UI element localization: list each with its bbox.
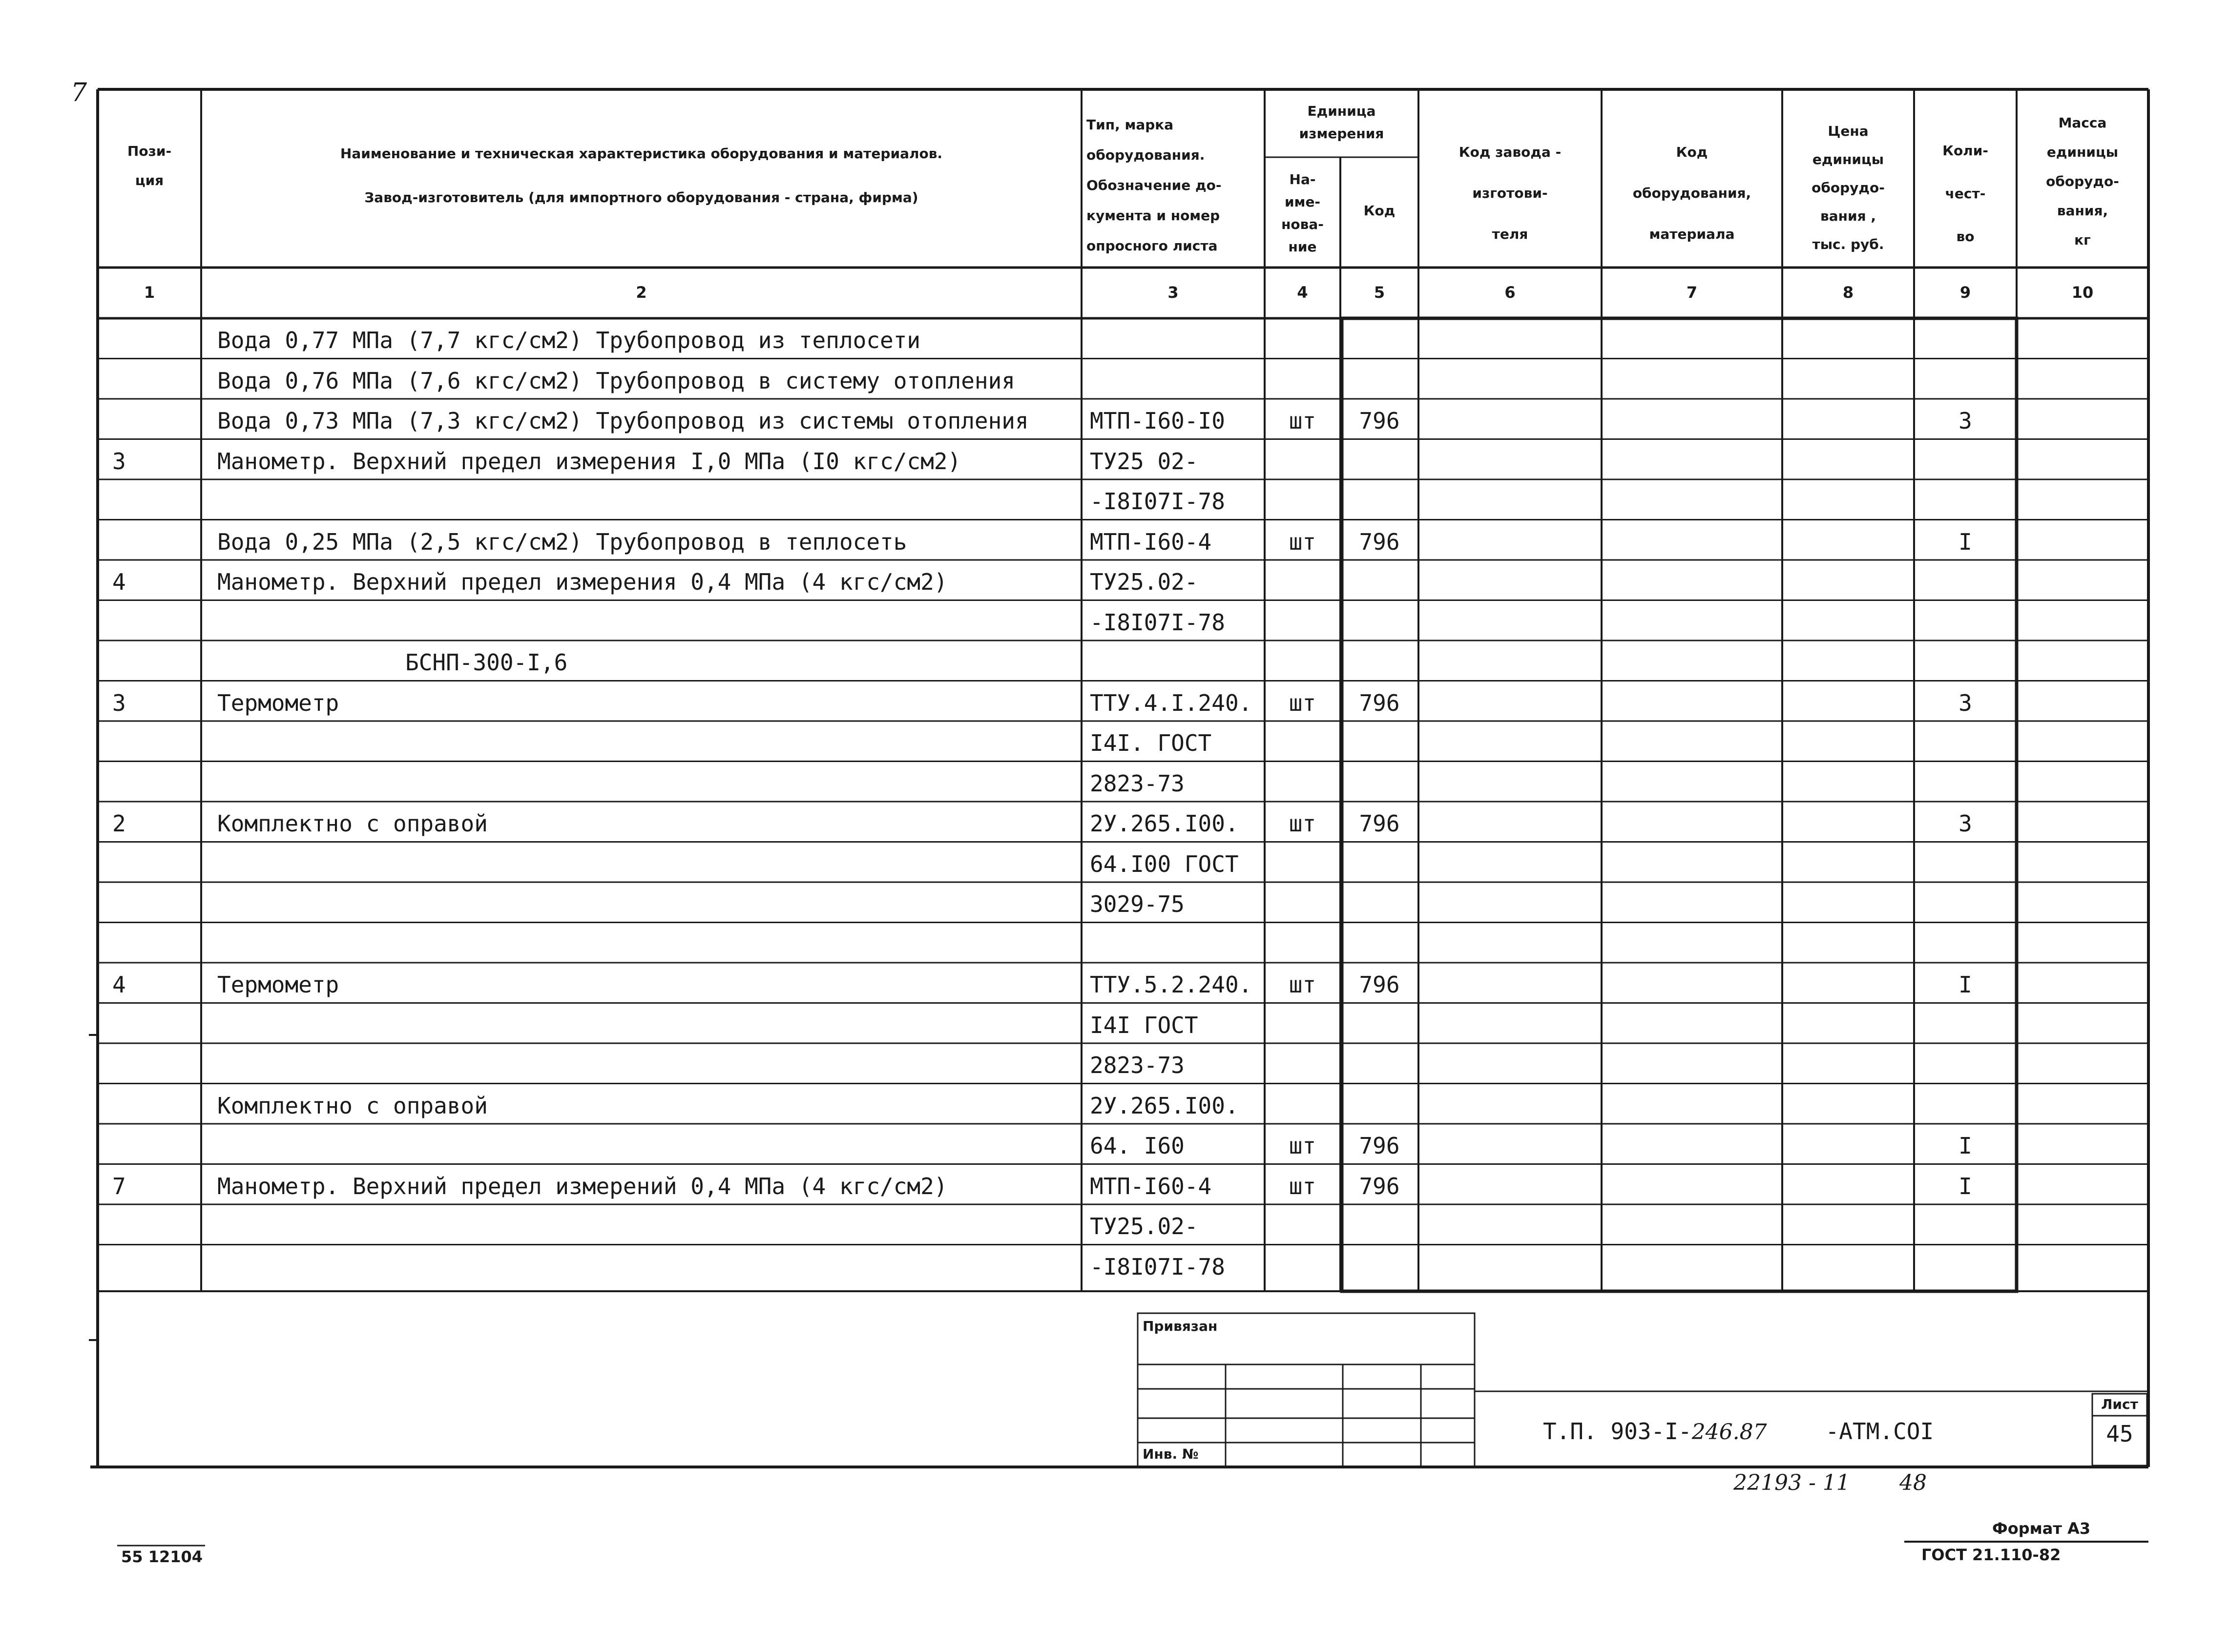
- column-number: 9: [1959, 283, 1971, 302]
- row-pos: 2: [112, 810, 126, 837]
- table-row: [0, 1164, 2148, 1205]
- row-type: 64.I00 ГОСТ: [1090, 850, 1239, 877]
- column-number: 1: [144, 283, 155, 302]
- row-type: ТУ25.02-: [1090, 569, 1198, 595]
- table-row: [0, 923, 2148, 963]
- table-row: [0, 560, 2148, 600]
- row-name: Манометр. Верхний предел измерения 0,4 МПа (4 кгс/см2): [217, 569, 948, 595]
- table-row: [0, 1043, 2148, 1084]
- row-code: 796: [1359, 528, 1400, 555]
- table-row: [0, 1084, 2148, 1124]
- table-row: [0, 802, 2148, 842]
- row-qty: I: [1958, 528, 1972, 555]
- table-row: [0, 681, 2148, 722]
- row-name: БСНП-300-I,6: [405, 649, 568, 676]
- row-type: МТП-I60-4: [1090, 1173, 1212, 1199]
- header-position: Пози- ция: [127, 143, 172, 188]
- handwritten-archive-number: 22193 - 11: [1733, 1470, 1850, 1495]
- table-row: [0, 439, 2148, 480]
- row-code: 796: [1359, 689, 1400, 716]
- row-unit: шт: [1289, 971, 1316, 998]
- row-code: 796: [1359, 408, 1400, 434]
- footer-standard: ГОСТ 21.110-82: [1921, 1546, 2061, 1564]
- row-pos: 4: [112, 971, 126, 998]
- table-row: [0, 399, 2148, 439]
- sheet-number: 45: [2106, 1421, 2133, 1447]
- row-qty: 3: [1958, 689, 1972, 716]
- row-type: I4I ГОСТ: [1090, 1012, 1198, 1038]
- table-row: [0, 963, 2148, 1003]
- row-unit: шт: [1289, 810, 1316, 837]
- table-row: [0, 640, 2148, 681]
- row-unit: шт: [1289, 1173, 1316, 1199]
- row-type: 2823-73: [1090, 1052, 1185, 1078]
- table-row: [0, 1124, 2148, 1164]
- column-number: 6: [1504, 283, 1516, 302]
- row-unit: шт: [1289, 528, 1316, 555]
- column-number: 8: [1842, 283, 1854, 302]
- row-type: ТУ25.02-: [1090, 1213, 1198, 1239]
- header-mass: Масса единицы оборудо- вания, кг: [2046, 115, 2119, 248]
- row-pos: 3: [112, 689, 126, 716]
- table-row: [0, 479, 2148, 520]
- row-name: Термометр: [217, 971, 339, 998]
- row-name: Вода 0,25 МПа (2,5 кгс/см2) Трубопровод в теплосеть: [217, 528, 907, 555]
- row-type: -I8I07I-78: [1090, 488, 1225, 515]
- row-type: ТУ25 02-: [1090, 448, 1198, 475]
- row-type: 3029-75: [1090, 891, 1185, 917]
- row-unit: шт: [1289, 1133, 1316, 1159]
- row-type: 2823-73: [1090, 770, 1185, 797]
- row-type: МТП-I60-4: [1090, 528, 1212, 555]
- row-type: 2У.265.I00.: [1090, 1092, 1239, 1119]
- footer-code: 55 12104: [121, 1548, 203, 1566]
- header-price: Цена единицы оборудо- вания , тыс. руб.: [1812, 123, 1885, 252]
- row-unit: шт: [1289, 689, 1316, 716]
- row-name: Комплектно с оправой: [217, 810, 488, 837]
- header-unit-code: Код: [1363, 203, 1396, 219]
- row-type: -I8I07I-78: [1090, 609, 1225, 636]
- row-type: I4I. ГОСТ: [1090, 730, 1212, 756]
- footer-format: Формат А3: [1992, 1519, 2091, 1538]
- row-qty: I: [1958, 1133, 1972, 1159]
- row-type: МТП-I60-I0: [1090, 408, 1225, 434]
- table-row: [0, 359, 2148, 399]
- row-code: 796: [1359, 1133, 1400, 1159]
- row-pos: 4: [112, 569, 126, 595]
- table-row: [0, 318, 2148, 359]
- row-qty: I: [1958, 1173, 1972, 1199]
- row-code: 796: [1359, 810, 1400, 837]
- table-row: [0, 1245, 2148, 1285]
- row-type: 64. I60: [1090, 1133, 1185, 1159]
- column-number: 2: [636, 283, 647, 302]
- stamp-attached-label: Привязан: [1143, 1318, 1218, 1334]
- table-row: [0, 520, 2148, 560]
- table-row: [0, 1003, 2148, 1044]
- table-row: [0, 762, 2148, 802]
- stamp-inventory-label: Инв. №: [1143, 1446, 1199, 1462]
- column-number: 7: [1686, 283, 1698, 302]
- row-qty: 3: [1958, 810, 1972, 837]
- document-designation: Т.П. 903-I-246.87 -АТМ.СОI: [1543, 1418, 1934, 1445]
- header-type: Тип, марка оборудования. Обозначение до- кумента и номер опросного листа: [1086, 117, 1222, 254]
- row-unit: шт: [1289, 408, 1316, 434]
- header-quantity: Коли- чест- во: [1942, 143, 1988, 245]
- row-pos: 3: [112, 448, 126, 475]
- row-code: 796: [1359, 1173, 1400, 1199]
- row-name: Манометр. Верхний предел измерения I,0 МПа (I0 кгс/см2): [217, 448, 961, 475]
- row-type: 2У.265.I00.: [1090, 810, 1239, 837]
- corner-mark: 7: [71, 78, 87, 107]
- row-name: Комплектно с оправой: [217, 1092, 488, 1119]
- column-number: 10: [2071, 283, 2094, 302]
- row-code: 796: [1359, 971, 1400, 998]
- table-row: [0, 600, 2148, 641]
- table-row: [0, 842, 2148, 883]
- row-name: Манометр. Верхний предел измерений 0,4 МПа (4 кгс/см2): [217, 1173, 948, 1199]
- handwritten-sheet-note: 48: [1899, 1470, 1927, 1495]
- column-number: 4: [1297, 283, 1308, 302]
- header-unit-group: Единица измерения: [1299, 103, 1384, 142]
- column-number: 5: [1374, 283, 1385, 302]
- row-type: ТТУ.5.2.240.: [1090, 971, 1252, 998]
- table-row: [0, 1204, 2148, 1245]
- row-name: Термометр: [217, 689, 339, 716]
- row-name: Вода 0,76 МПа (7,6 кгс/см2) Трубопровод в систему отопления: [217, 367, 1015, 394]
- row-qty: 3: [1958, 408, 1972, 434]
- table-row: [0, 882, 2148, 923]
- table-row: [0, 721, 2148, 762]
- row-name: Вода 0,73 МПа (7,3 кгс/см2) Трубопровод из системы отопления: [217, 408, 1029, 434]
- row-type: -I8I07I-78: [1090, 1253, 1225, 1280]
- row-type: ТТУ.4.I.240.: [1090, 689, 1252, 716]
- row-name: Вода 0,77 МПа (7,7 кгс/см2) Трубопровод из теплосети: [217, 327, 921, 353]
- header-name: Наименование и техническая характеристика оборудования и материалов. Завод-изготовитель (для импортного оборудования - страна, фирма): [340, 145, 943, 206]
- header-equipment-code: Код оборудования, материала: [1632, 144, 1751, 242]
- row-pos: 7: [112, 1173, 126, 1199]
- column-number: 3: [1167, 283, 1179, 302]
- row-qty: I: [1958, 971, 1972, 998]
- header-unit-name: На- име- нова- ние: [1281, 171, 1324, 255]
- header-factory-code: Код завода - изготови- теля: [1458, 144, 1562, 242]
- sheet-label: Лист: [2101, 1396, 2138, 1412]
